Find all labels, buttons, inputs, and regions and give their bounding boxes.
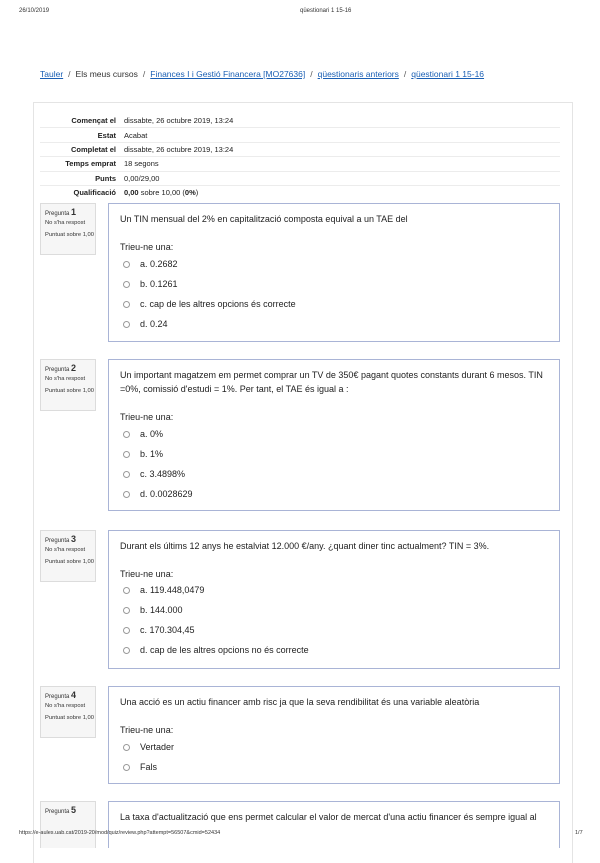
question-1-content bbox=[108, 203, 560, 342]
breadcrumb-tauler[interactable]: Tauler bbox=[40, 69, 64, 79]
question-max-grade: Puntuat sobre 1,00 bbox=[45, 715, 94, 721]
answer-option-c[interactable] bbox=[123, 625, 195, 635]
option-label: Vertader bbox=[140, 742, 175, 752]
summary-row-completed bbox=[40, 142, 560, 156]
summary-label: Completat el bbox=[70, 144, 116, 154]
option-label: Fals bbox=[140, 762, 158, 772]
question-number: 3 bbox=[71, 534, 77, 544]
answer-option-d[interactable] bbox=[123, 645, 309, 655]
breadcrumb-separator: / bbox=[310, 69, 313, 79]
option-label: a. 119.448,0479 bbox=[140, 585, 205, 595]
summary-label: Punts bbox=[95, 173, 116, 183]
answer-prompt: Trieu-ne una: bbox=[120, 242, 174, 252]
question-text: Un important magatzem em permet comprar un TV de 350€ pagant quotes constants durant 6 mesos. TIN =0%, comissió d'estudi = 1%. Per tant, el TAE és igual a : bbox=[120, 370, 543, 394]
radio-button[interactable] bbox=[123, 587, 130, 594]
breadcrumb-separator: / bbox=[68, 69, 71, 79]
option-label: d. cap de les altres opcions no és correcte bbox=[140, 645, 309, 655]
question-state: No s'ha respost bbox=[45, 220, 86, 226]
radio-button[interactable] bbox=[123, 491, 130, 498]
question-text: Durant els últims 12 anys he estalviat 12.000 €/any. ¿quant diner tinc actualment? TIN = 3%. bbox=[120, 541, 490, 551]
question-text: Una acció es un actiu financer amb risc ja que la seva rendibilitat és una variable aleatòria bbox=[120, 697, 480, 707]
breadcrumb-separator: / bbox=[403, 69, 407, 79]
question-max-grade: Puntuat sobre 1,00 bbox=[45, 232, 94, 238]
question-state: No s'ha respost bbox=[45, 703, 86, 709]
question-5-info bbox=[40, 801, 96, 848]
question-label: Pregunta bbox=[45, 367, 70, 373]
breadcrumb-separator: / bbox=[142, 69, 146, 79]
summary-label: Estat bbox=[97, 130, 116, 140]
print-url: https://e-aules.uab.cat/2019-20/mod/quiz/review.php?attempt=56507&cmid=52434 bbox=[19, 830, 221, 836]
answer-option-false[interactable] bbox=[123, 762, 157, 772]
answer-prompt: Trieu-ne una: bbox=[120, 569, 174, 579]
question-4-content bbox=[108, 686, 560, 784]
option-label: a. 0% bbox=[140, 429, 164, 439]
answer-option-true[interactable] bbox=[123, 742, 174, 752]
question-4-info bbox=[40, 686, 96, 738]
question-number: 4 bbox=[71, 690, 77, 700]
answer-option-a[interactable] bbox=[123, 259, 178, 269]
answer-option-a[interactable] bbox=[123, 429, 163, 439]
breadcrumb-my-courses: Els meus cursos bbox=[75, 69, 138, 79]
answer-option-b[interactable] bbox=[123, 605, 183, 615]
breadcrumb-course[interactable]: Finances I i Gestió Financera [MO27636] bbox=[150, 69, 306, 79]
radio-button[interactable] bbox=[123, 471, 130, 478]
question-3-content bbox=[108, 530, 560, 669]
option-label: c. 170.304,45 bbox=[140, 625, 195, 635]
question-state: No s'ha respost bbox=[45, 547, 86, 553]
answer-option-c[interactable] bbox=[123, 469, 185, 479]
radio-button[interactable] bbox=[123, 764, 130, 771]
question-max-grade: Puntuat sobre 1,00 bbox=[45, 559, 94, 565]
option-label: b. 1% bbox=[140, 449, 164, 459]
question-number: 5 bbox=[71, 805, 77, 815]
answer-prompt: Trieu-ne una: bbox=[120, 412, 174, 422]
question-label: Pregunta bbox=[45, 809, 70, 815]
breadcrumb-current-quiz[interactable]: qüestionari 1 15-16 bbox=[411, 69, 485, 79]
radio-button[interactable] bbox=[123, 281, 130, 288]
answer-option-c[interactable] bbox=[123, 299, 296, 309]
print-page-number: 1/7 bbox=[575, 830, 583, 836]
option-label: d. 0.0028629 bbox=[140, 489, 193, 499]
radio-button[interactable] bbox=[123, 321, 130, 328]
question-2-content bbox=[108, 359, 560, 511]
question-label: Pregunta bbox=[45, 538, 70, 544]
summary-value: Acabat bbox=[124, 130, 148, 140]
summary-row-time-taken bbox=[40, 156, 560, 170]
question-text: La taxa d'actualització que ens permet calcular el valor de mercat d'una actiu financer és sempre igual al bbox=[120, 812, 537, 822]
radio-button[interactable] bbox=[123, 451, 130, 458]
option-label: d. 0.24 bbox=[140, 319, 168, 329]
summary-label: Començat el bbox=[71, 116, 116, 126]
attempt-summary-table bbox=[40, 114, 560, 199]
summary-row-marks bbox=[40, 171, 560, 185]
breadcrumb bbox=[40, 69, 484, 79]
question-3-info bbox=[40, 530, 96, 582]
print-date: 26/10/2019 bbox=[19, 8, 50, 14]
summary-row-started bbox=[40, 114, 560, 127]
summary-value: 0,00/29,00 bbox=[124, 173, 160, 183]
radio-button[interactable] bbox=[123, 431, 130, 438]
question-number: 1 bbox=[71, 207, 77, 217]
option-label: b. 0.1261 bbox=[140, 279, 178, 289]
question-label: Pregunta bbox=[45, 211, 70, 217]
answer-option-b[interactable] bbox=[123, 279, 178, 289]
question-state: No s'ha respost bbox=[45, 376, 86, 382]
option-label: b. 144.000 bbox=[140, 605, 183, 615]
option-label: a. 0.2682 bbox=[140, 259, 178, 269]
summary-value: dissabte, 26 octubre 2019, 13:24 bbox=[124, 116, 234, 126]
radio-button[interactable] bbox=[123, 744, 130, 751]
question-number: 2 bbox=[71, 363, 77, 373]
question-max-grade: Puntuat sobre 1,00 bbox=[45, 388, 94, 394]
option-label: c. cap de les altres opcions és correcte bbox=[140, 299, 296, 309]
radio-button[interactable] bbox=[123, 261, 130, 268]
print-title: qüestionari 1 15-16 bbox=[300, 8, 352, 14]
radio-button[interactable] bbox=[123, 647, 130, 654]
question-text: Un TIN mensual del 2% en capitalització composta equival a un TAE del bbox=[120, 214, 408, 224]
grade-score: 0,00 bbox=[124, 188, 139, 198]
answer-option-d[interactable] bbox=[123, 489, 193, 499]
option-label: c. 3.4898% bbox=[140, 469, 186, 479]
answer-option-a[interactable] bbox=[123, 585, 204, 595]
summary-label: Temps emprat bbox=[65, 159, 116, 169]
answer-option-b[interactable] bbox=[123, 449, 163, 459]
question-label: Pregunta bbox=[45, 694, 70, 700]
breadcrumb-previous-quizzes[interactable]: qüestionaris anteriors bbox=[317, 69, 399, 79]
grade-percent: 0 bbox=[184, 188, 190, 198]
grade-close: ) bbox=[195, 188, 199, 198]
question-1-info bbox=[40, 203, 96, 255]
grade-value: 0,00 sobre 10,00 (0%) bbox=[124, 188, 199, 198]
radio-button[interactable] bbox=[123, 301, 130, 308]
summary-value: dissabte, 26 octubre 2019, 13:24 bbox=[124, 144, 234, 154]
radio-button[interactable] bbox=[123, 627, 130, 634]
grade-out-of: sobre 10,00 ( bbox=[140, 188, 185, 198]
answer-option-d[interactable] bbox=[123, 319, 168, 329]
summary-row-state bbox=[40, 127, 560, 141]
question-2-info bbox=[40, 359, 96, 411]
summary-value: 18 segons bbox=[124, 159, 159, 169]
summary-label: Qualificació bbox=[73, 188, 116, 198]
question-5-content bbox=[108, 801, 560, 848]
radio-button[interactable] bbox=[123, 607, 130, 614]
summary-row-grade bbox=[40, 185, 560, 199]
answer-prompt: Trieu-ne una: bbox=[120, 725, 174, 735]
